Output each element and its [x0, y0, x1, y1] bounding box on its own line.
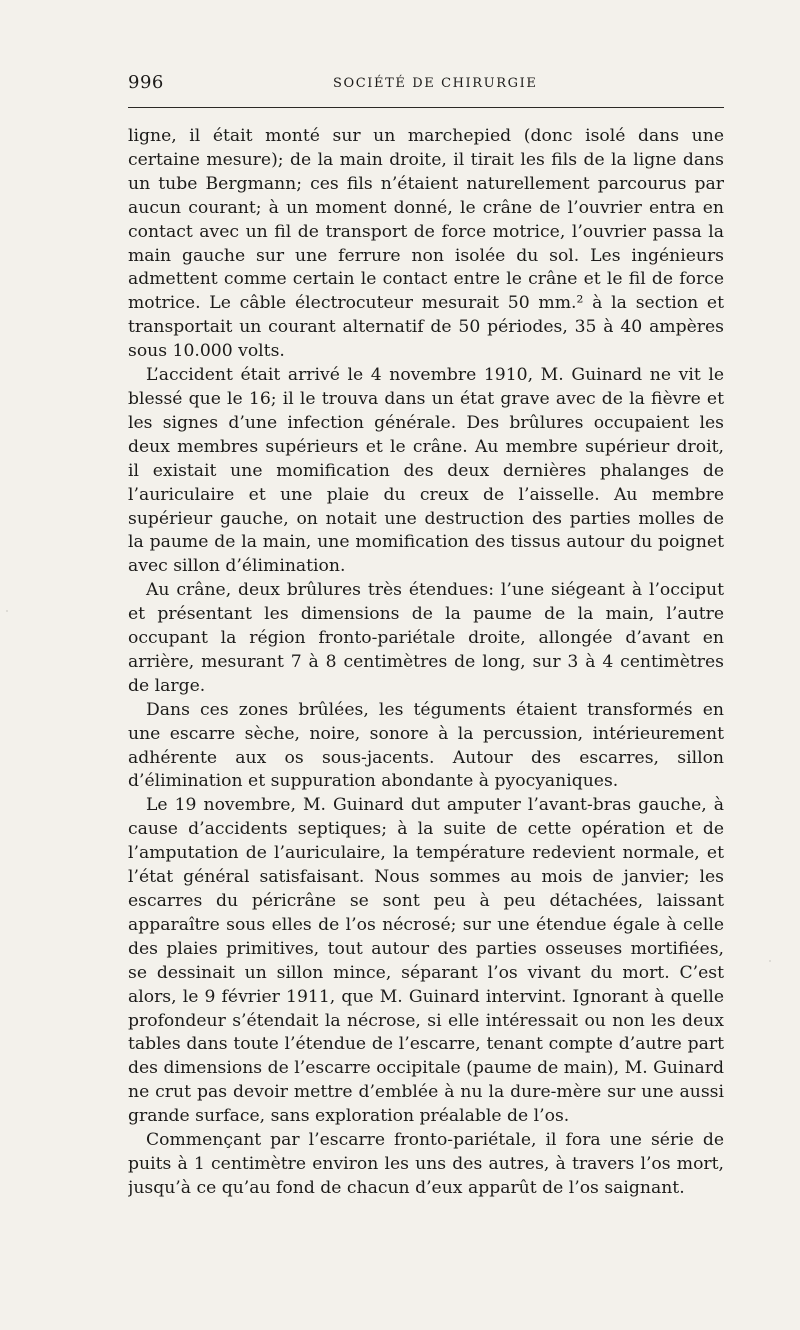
page-number: 996	[128, 72, 164, 93]
page-header	[128, 72, 724, 96]
paragraph-2: L’accident était arrivé le 4 novembre 1910, M. Guinard ne vit le blessé que le 16; il le trouva dans un état grave avec de la fièvre et les signes d’une infection générale. Des brûlures occupaient les deux membres supérieurs et le crâne. Au membre supérieur droit, il existait une momification des deux dernières phalanges de l’auriculaire et une plaie du creux de l’aisselle. Au membre supérieur gauche, on notait une destruction des parties molles de la paume de la main, une momification des tissus autour du poignet avec sillon d’élimination.	[128, 365, 724, 577]
body-text	[128, 125, 724, 1210]
paper-speck	[769, 960, 771, 962]
header-rule	[128, 107, 724, 108]
paragraph-4: Dans ces zones brûlées, les téguments étaient transformés en une escarre sèche, noire, sonore à la percussion, intérieurement adhérente aux os sous-jacents. Autour des escarres, sillon d’élimination et suppuration abondante à pyocyaniques.	[128, 699, 724, 792]
paragraph-6: Commençant par l’escarre fronto-pariétale, il fora une série de puits à 1 centimètre environ les uns des autres, à travers l’os mort, jusqu’à ce qu’au fond de chacun d’eux apparût de l’os saignant.	[128, 1130, 724, 1198]
paragraph-5: Le 19 novembre, M. Guinard dut amputer l’avant-bras gauche, à cause d’accidents septiques; à la suite de cette opération et de l’amputation de l’auriculaire, la température redevient normale, et l’état général satisfaisant. Nous sommes au mois de janvier; les escarres du péricrâne se sont peu à peu détachées, laissant apparaître sous elles de l’os nécrosé; sur une étendue égale à celle des plaies primitives, tout autour des parties osseuses mortifiées, se dessinait un sillon mince, séparant l’os vivant du mort. C’est alors, le 9 février 1911, que M. Guinard intervint. Ignorant à quelle profondeur s’étendait la nécrose, si elle intéressait ou non les deux tables dans toute l’étendue de l’escarre, tenant compte d’autre part des dimensions de l’escarre occipitale (paume de main), M. Guinard ne crut pas devoir mettre d’emblée à nu la dure-mère sur une aussi grande surface, sans exploration préalable de l’os.	[128, 795, 724, 1127]
paragraph-1: ligne, il était monté sur un marchepied (donc isolé dans une certaine mesure); de la main droite, il tirait les fils de la ligne dans un tube Bergmann; ces fils n’étaient naturellement parcourus par aucun courant; à un moment donné, le crâne de l’ouvrier entra en contact avec un fil de transport de force motrice, l’ouvrier passa la main gauche sur une ferrure non isolée du sol. Les ingénieurs admettent comme certain le contact entre le crâne et le fil de force motrice. Le câble électrocuteur mesurait 50 mm.² à la section et transportait un courant alternatif de 50 périodes, 35 à 40 ampères sous 10.000 volts.	[128, 126, 724, 362]
paper-speck	[6, 610, 8, 612]
running-head: SOCIÉTÉ DE CHIRURGIE	[333, 76, 538, 91]
paragraph-3: Au crâne, deux brûlures très étendues: l’une siégeant à l’occiput et présentant les dimensions de la paume de la main, l’autre occupant la région fronto-pariétale droite, allongée d’avant en arrière, mesurant 7 à 8 centimètres de long, sur 3 à 4 centimètres de large.	[128, 580, 724, 696]
